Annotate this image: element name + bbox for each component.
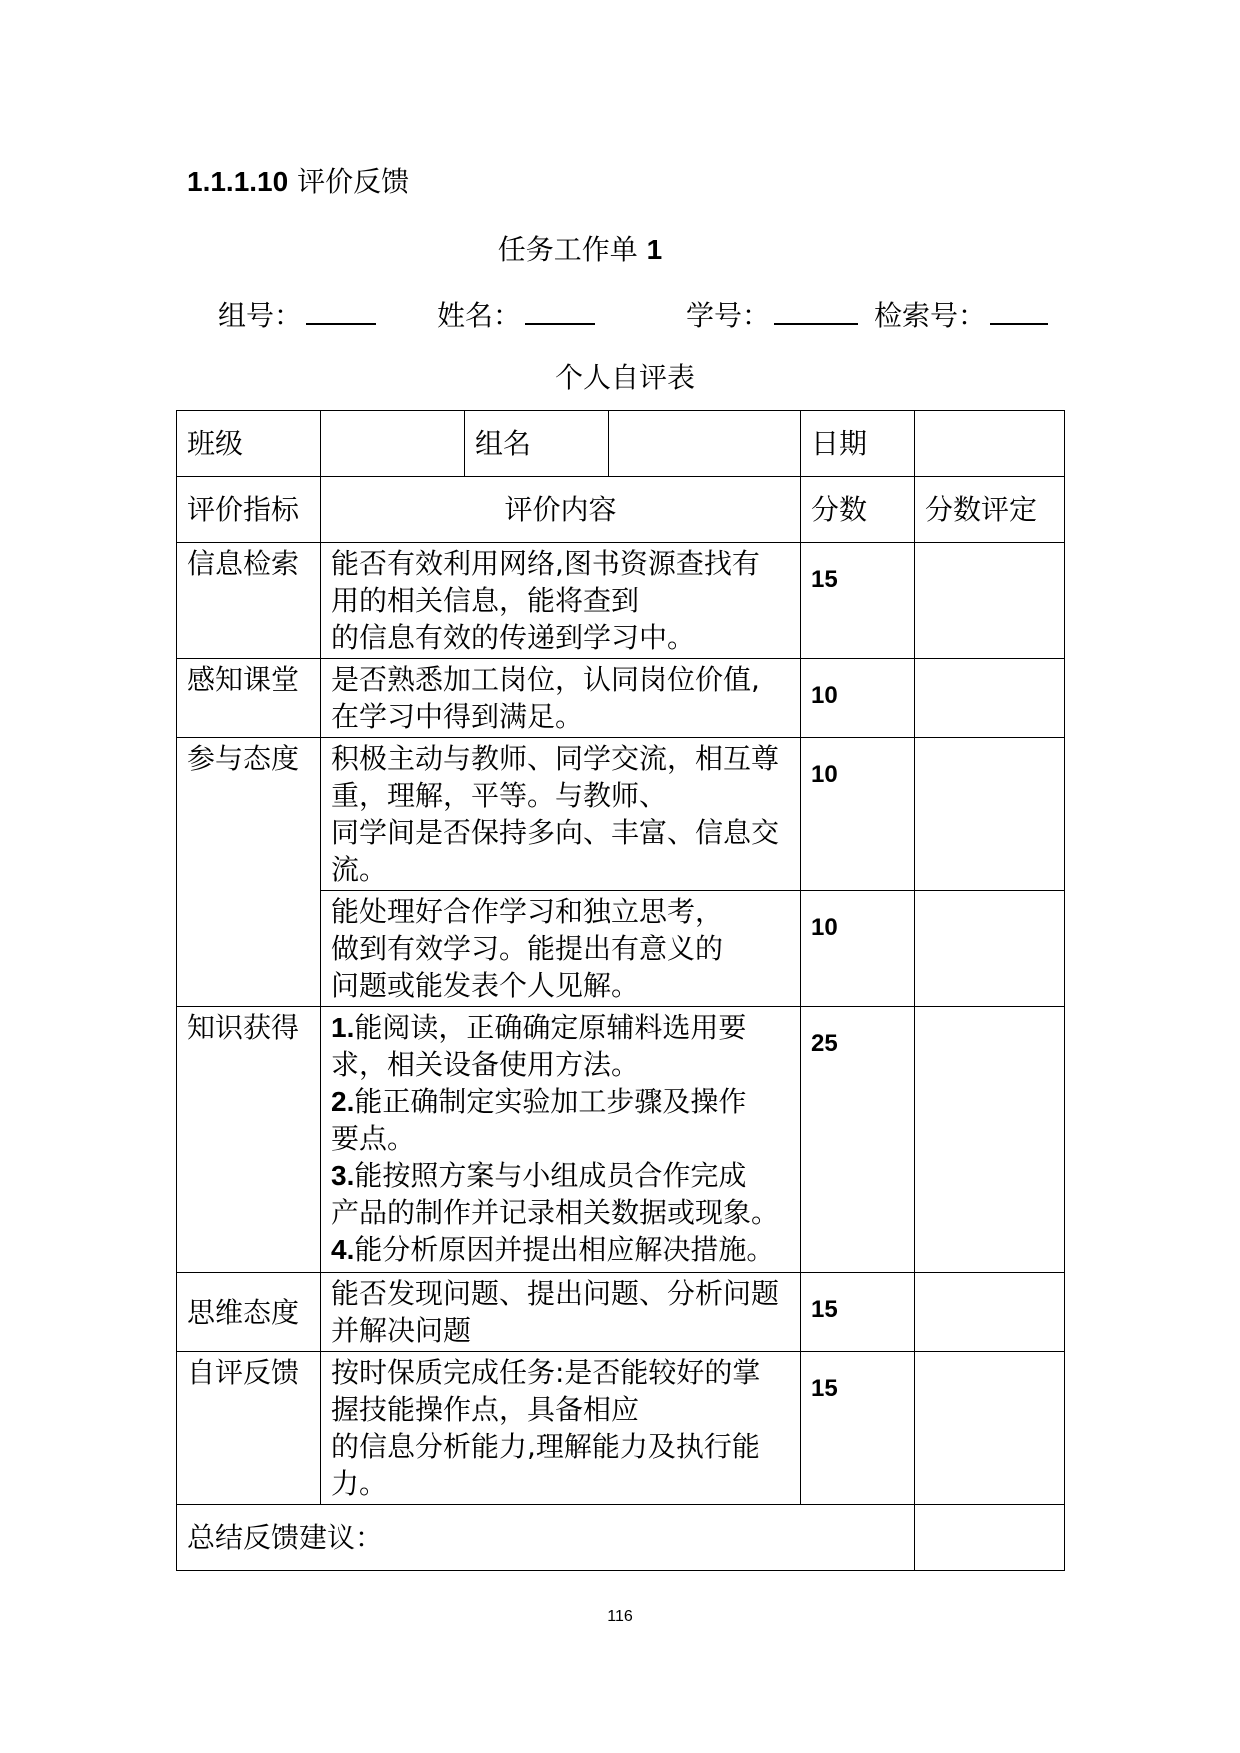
content-line: 要点。 — [331, 1122, 416, 1155]
worksheet-title-number: 1 — [646, 234, 663, 265]
content-line: 用的相关信息，能将查到 — [331, 584, 640, 617]
score-cell: 15 — [801, 543, 915, 659]
item-text: 能阅读，正确确定原辅料选用要 — [354, 1011, 747, 1044]
content-line: 做到有效学习。能提出有意义的 — [331, 932, 724, 965]
table-row — [177, 1273, 1065, 1352]
table-column-header-row — [177, 477, 1065, 543]
summary-label: 总结反馈建议： — [177, 1505, 915, 1571]
date-label: 日期 — [801, 411, 915, 477]
item-text: 能分析原因并提出相应解决措施。 — [354, 1233, 775, 1266]
rating-input-cell[interactable] — [915, 1007, 1065, 1273]
summary-row — [177, 1505, 1065, 1571]
content-line: 按时保质完成任务:是否能较好的掌 — [331, 1356, 761, 1389]
indicator-cell: 知识获得 — [177, 1007, 321, 1273]
content-line: 能否有效利用网络,图书资源查找有 — [331, 547, 760, 580]
content-cell — [321, 1007, 801, 1273]
score-cell: 15 — [801, 1352, 915, 1505]
section-heading — [187, 160, 409, 200]
content-cell — [321, 1352, 801, 1505]
section-title: 评价反馈 — [297, 165, 410, 198]
content-line: 的信息有效的传递到学习中。 — [331, 621, 696, 654]
score-cell: 10 — [801, 738, 915, 891]
content-line: 问题或能发表个人见解。 — [331, 969, 640, 1002]
content-line: 能处理好合作学习和独立思考， — [331, 895, 724, 928]
group-name-label: 组名 — [465, 411, 609, 477]
score-header: 分数 — [801, 477, 915, 543]
indicator-cell: 感知课堂 — [177, 659, 321, 738]
content-line: 并解决问题 — [331, 1314, 472, 1347]
item-number: 3. — [331, 1160, 355, 1191]
table-row — [177, 659, 1065, 738]
content-line: 能否发现问题、提出问题、分析问题 — [331, 1277, 780, 1310]
rating-input-cell[interactable] — [915, 659, 1065, 738]
content-cell — [321, 891, 801, 1007]
item-number: 4. — [331, 1234, 355, 1265]
score-cell: 10 — [801, 659, 915, 738]
indicator-cell: 信息检索 — [177, 543, 321, 659]
self-evaluation-table — [176, 410, 1065, 1571]
content-header: 评价内容 — [321, 477, 801, 543]
content-line — [331, 1231, 790, 1268]
item-number: 1. — [331, 1012, 355, 1043]
content-line: 流。 — [331, 853, 388, 886]
worksheet-title — [0, 228, 1160, 268]
page-number: 116 — [607, 1608, 633, 1625]
table-row — [177, 543, 1065, 659]
content-line — [331, 1083, 790, 1120]
student-no-blank[interactable] — [774, 297, 858, 325]
rating-input-cell[interactable] — [915, 1273, 1065, 1352]
date-value-cell[interactable] — [915, 411, 1065, 477]
content-line: 重，理解，平等。与教师、 — [331, 779, 668, 812]
content-line: 力。 — [331, 1467, 388, 1500]
rating-input-cell[interactable] — [915, 891, 1065, 1007]
indicator-cell: 自评反馈 — [177, 1352, 321, 1505]
group-no-field — [218, 294, 376, 334]
summary-input-cell[interactable] — [915, 1505, 1065, 1571]
class-value-cell[interactable] — [321, 411, 465, 477]
rating-input-cell[interactable] — [915, 1352, 1065, 1505]
indicator-header: 评价指标 — [177, 477, 321, 543]
rating-input-cell[interactable] — [915, 543, 1065, 659]
content-line — [331, 1009, 790, 1046]
content-line — [331, 1157, 790, 1194]
item-text: 能按照方案与小组成员合作完成 — [354, 1159, 747, 1192]
content-line: 同学间是否保持多向、丰富、信息交 — [331, 816, 780, 849]
content-line: 握技能操作点，具备相应 — [331, 1393, 640, 1426]
content-line: 求，相关设备使用方法。 — [331, 1048, 640, 1081]
content-line: 积极主动与教师、同学交流，相互尊 — [331, 742, 780, 775]
name-field — [437, 294, 595, 334]
group-name-value-cell[interactable] — [609, 411, 801, 477]
name-label: 姓名： — [437, 299, 522, 332]
indicator-cell: 参与态度 — [177, 738, 321, 1007]
search-no-blank[interactable] — [990, 297, 1048, 325]
score-cell: 15 — [801, 1273, 915, 1352]
class-label: 班级 — [177, 411, 321, 477]
table-row — [177, 1352, 1065, 1505]
content-line: 是否熟悉加工岗位，认同岗位价值, — [331, 663, 760, 696]
content-cell — [321, 659, 801, 738]
content-line: 产品的制作并记录相关数据或现象。 — [331, 1196, 780, 1229]
content-cell — [321, 1273, 801, 1352]
indicator-cell: 思维态度 — [177, 1273, 321, 1352]
group-no-label: 组号： — [218, 299, 303, 332]
table-header-info-row — [177, 411, 1065, 477]
student-no-label: 学号： — [686, 299, 771, 332]
search-no-label: 检索号： — [874, 299, 987, 332]
name-blank[interactable] — [525, 297, 595, 325]
student-no-field — [686, 294, 858, 334]
content-line: 在学习中得到满足。 — [331, 700, 584, 733]
item-number: 2. — [331, 1086, 355, 1117]
content-line: 的信息分析能力,理解能力及执行能 — [331, 1430, 760, 1463]
item-text: 能正确制定实验加工步骤及操作 — [354, 1085, 747, 1118]
section-number: 1.1.1.10 — [187, 166, 289, 197]
search-no-field — [874, 294, 1048, 334]
table-row — [177, 738, 1065, 891]
table-title: 个人自评表 — [554, 361, 695, 394]
score-cell: 10 — [801, 891, 915, 1007]
group-no-blank[interactable] — [306, 297, 376, 325]
table-row — [177, 1007, 1065, 1273]
content-cell — [321, 543, 801, 659]
worksheet-title-text: 任务工作单 — [497, 233, 638, 266]
score-cell: 25 — [801, 1007, 915, 1273]
content-cell — [321, 738, 801, 891]
rating-input-cell[interactable] — [915, 738, 1065, 891]
rating-header: 分数评定 — [915, 477, 1065, 543]
